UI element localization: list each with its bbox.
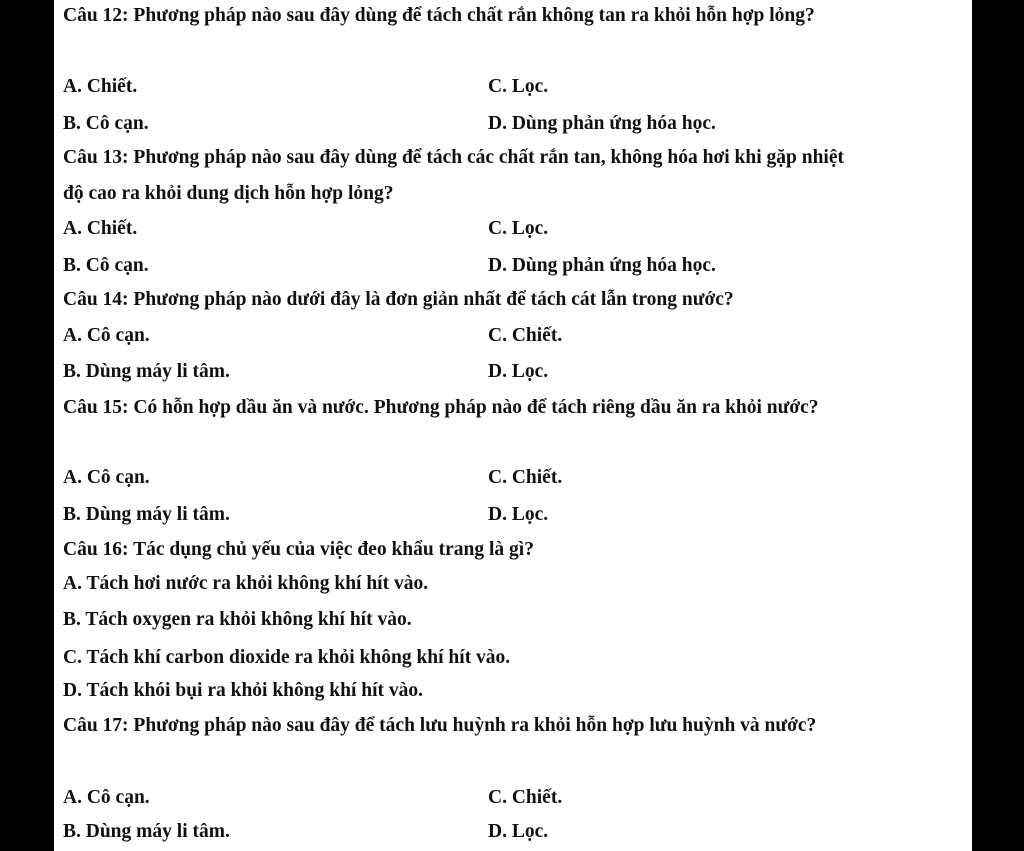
question-13-stem: Câu 13: Phương pháp nào sau đây dùng để tách các chất rắn tan, không hóa hơi khi gặp nhiệt độ cao ra khỏi dung dịch hỗn hợp lỏng? bbox=[63, 147, 844, 204]
question-15-option-d: D. Lọc. bbox=[488, 504, 549, 525]
question-15-option-c: C. Chiết. bbox=[488, 467, 563, 488]
question-13-option-b: B. Cô cạn. bbox=[63, 255, 149, 276]
question-14-option-c: C. Chiết. bbox=[488, 325, 563, 346]
question-14-option-a: A. Cô cạn. bbox=[63, 325, 150, 346]
question-13-option-d: D. Dùng phản ứng hóa học. bbox=[488, 255, 716, 276]
question-14-stem: Câu 14: Phương pháp nào dưới đây là đơn giản nhất để tách cát lẫn trong nước? bbox=[63, 289, 734, 310]
question-17-option-d: D. Lọc. bbox=[488, 821, 549, 842]
question-14-option-d: D. Lọc. bbox=[488, 361, 549, 382]
question-17-stem: Câu 17: Phương pháp nào sau đây để tách lưu huỳnh ra khỏi hỗn hợp lưu huỳnh và nước? bbox=[63, 715, 817, 736]
question-15-stem: Câu 15: Có hỗn hợp dầu ăn và nước. Phương pháp nào để tách riêng dầu ăn ra khỏi nước? bbox=[63, 397, 819, 418]
question-14-option-b: B. Dùng máy li tâm. bbox=[63, 361, 230, 382]
question-17-option-b: B. Dùng máy li tâm. bbox=[63, 821, 230, 842]
question-12-option-b: B. Cô cạn. bbox=[63, 113, 149, 134]
question-12-stem: Câu 12: Phương pháp nào sau đây dùng để tách chất rắn không tan ra khỏi hỗn hợp lỏng? bbox=[63, 5, 815, 26]
question-17-option-c: C. Chiết. bbox=[488, 787, 563, 808]
question-16-option-d: D. Tách khói bụi ra khỏi không khí hít vào. bbox=[63, 680, 423, 701]
question-17-option-a: A. Cô cạn. bbox=[63, 787, 150, 808]
question-16-option-b: B. Tách oxygen ra khỏi không khí hít vào. bbox=[63, 609, 412, 630]
question-15-option-a: A. Cô cạn. bbox=[63, 467, 150, 488]
question-12-option-c: C. Lọc. bbox=[488, 76, 549, 97]
question-16-option-c: C. Tách khí carbon dioxide ra khỏi không khí hít vào. bbox=[63, 647, 511, 668]
question-16-stem: Câu 16: Tác dụng chủ yếu của việc đeo khẩu trang là gì? bbox=[63, 539, 534, 560]
document-page bbox=[54, 0, 972, 851]
question-16-option-a: A. Tách hơi nước ra khỏi không khí hít vào. bbox=[63, 573, 429, 594]
question-12-option-d: D. Dùng phản ứng hóa học. bbox=[488, 113, 716, 134]
question-15-option-b: B. Dùng máy li tâm. bbox=[63, 504, 230, 525]
question-12-option-a: A. Chiết. bbox=[63, 76, 138, 97]
question-13-option-c: C. Lọc. bbox=[488, 218, 549, 239]
question-13-option-a: A. Chiết. bbox=[63, 218, 138, 239]
